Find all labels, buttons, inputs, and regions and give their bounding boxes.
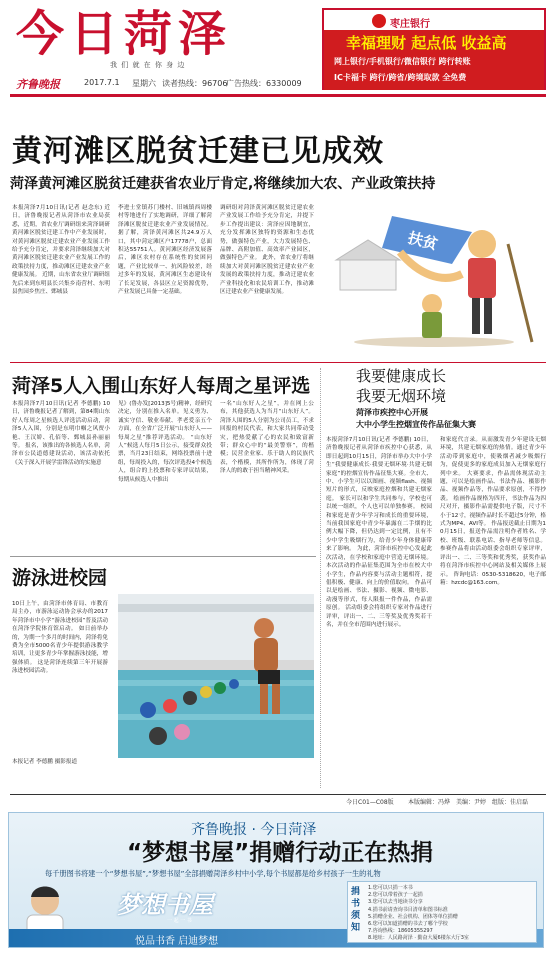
swimming-photo-svg bbox=[118, 594, 314, 758]
article2-title: 菏泽5人入围山东好人每周之星评选 bbox=[12, 375, 311, 397]
article3-title2: 我要无烟环境 bbox=[356, 387, 447, 405]
notice-item: 7.咨询热线：18605355297 bbox=[368, 928, 433, 935]
ad-hotline: 广告热线：6330009 bbox=[226, 79, 302, 88]
ad-headline bbox=[127, 839, 433, 867]
bank-ad bbox=[322, 8, 546, 90]
logo-caption: 悦品书香 启迪梦想 bbox=[135, 936, 219, 947]
article3-col1: 本报菏泽7月10日讯(记者 李德鹏) 10日，济鲁晚报记者从菏泽市疾控中心获悉，从即日起到10月15日，菏泽市举办大中小学生“我要健康成长·我要无烟环境·共建无烟家庭”的控烟宣传作品征集大赛。全市大、中、小学生可以以图画、视频flash、视频短片的形式，反映家庭控烟和共建无烟家庭。 家长可以和学生共同参与，学校也可以统一组织，个人也可以单独参赛。 校园和家庭是青少年学习和成长的重要环境，当前我国家庭中青少年暴露在二手烟的比例大幅下降，但仍达到一定比例，且有不少中学生吸烟行为，给青少年身体健康带来了影响。 为此，菏泽市疾控中心发起此次活动，在学校和家庭中营造无烟环境。 本次活动的作品征集范围为全市在校大中小学生，作品内容要与活动主题相符，提倡积极、健康、向上的价值取向。 作品可以是绘画、书法、摄影、视频、微电影、动漫等形式，每人限报一件作品，作品需原创。 活动组委会将组织专家对作品进行评审，评出一、二、三等奖及优秀奖若干名，并在全市范围内进行展示。 bbox=[326, 437, 432, 628]
masthead-title: 今日菏泽 bbox=[16, 6, 233, 62]
footer-layout: 组版：佳启磊 bbox=[492, 799, 529, 806]
article4-byline: 本报记者 李德鹏 摄影报道 bbox=[12, 759, 78, 765]
notice-item: 3.您可以去当地读书分享 bbox=[368, 899, 423, 906]
column-rule bbox=[320, 368, 321, 788]
ad-subline: 每千册图书将建一个“梦想书屋”,“梦想书屋”全部捐赠菏泽乡村中小学,每个书屋都是给乡村孩子一生的礼物 bbox=[45, 869, 381, 878]
dream-bookhouse-ad bbox=[8, 812, 544, 948]
poverty-illustration bbox=[322, 204, 546, 350]
footer-designer: 美编：尹婷 bbox=[456, 799, 487, 806]
footer-editor: 本版编辑：冯烨 bbox=[408, 799, 451, 806]
bank-slogan: 幸福理财 起点低 收益高 bbox=[346, 34, 507, 52]
paper-name: 齐鲁晚报 bbox=[16, 78, 60, 91]
notice-item: 1.您可以只捐一本书 bbox=[368, 885, 413, 891]
article3-title1: 我要健康成长 bbox=[356, 367, 447, 385]
article4-text: 10日上午，由菏泽市体育局、市教育局主办，市游泳运动协会承办的2017年菏泽市中小学“游泳进校园”普及活动在菏泽学院体育馆启动。 如日前举办的，为期一个多月的时间内，菏泽将免费为全市5000名青少年提供游泳教学培训，让更多青少年掌握游泳技能，增强体质。 这是菏泽连续第三年开展游泳进校园活动。 bbox=[12, 601, 108, 675]
swimming-photo bbox=[118, 594, 314, 758]
reader-hotline: 读者热线：96706 bbox=[162, 79, 228, 88]
bank-logo-icon bbox=[372, 14, 386, 28]
issue-weekday: 星期六 bbox=[132, 79, 156, 88]
article2-col2: 见》(鲁办发[2013]5号)精神，经研究决定，分别在推入名单。见义勇为、诚实守信、敬业奉献、孝老爱亲五个方面，在全省广泛开展“山东好人——每周之星”推荐评选活动。 “山东好人”候选人每月5日公示，接受群众投票，当月23日结束，网络投票前十进组，每周投入的，每次评选投4个候选人，组合的上投票和专家评议结果，每期从候选人中推出 bbox=[118, 401, 212, 483]
ad-headline-quoted: “梦想书屋” bbox=[127, 840, 250, 866]
notice-label: 捐书须知 bbox=[351, 887, 361, 933]
article1-col1: 本报菏泽7月10日讯(记者 赵念东) 近日，济鲁晚报记者从菏泽市农业局获悉，近期，省农业厅调研组来菏泽调研黄河滩区脱贫迁建工作中产业发展时，对黄河滩区脱贫迁建农业产业发展工作给予充分肯定，并要求菏泽继续加大对黄河滩区脱贫迁建农业产业发展工作的政策扶持力度，推动滩区迁建农业产业健康发展。 近期，山东省农业厅调研组先后来到东明县长兴集乡南营村、东明县焦园乡焦庄、鄄城县 bbox=[12, 205, 110, 296]
poverty-illustration-svg bbox=[322, 204, 546, 350]
article2-col1: 本报菏泽7月10日讯(记者 李德鹏) 10日，济鲁晚报记者了解到，第84期山东好人每周之星候选人评选活动启动，菏泽5人入围，分别是东明巾帼之风贾小艳、王汉娇、孔佰等、鄄城县孙丽丽等。 报名，该推出的各候选人名单，菏泽市公民道德建设活动，该活动依托《关于深入开展学雷锋活动的实施意 bbox=[12, 401, 110, 466]
main-headline: 黄河滩区脱贫迁建已见成效 bbox=[12, 134, 384, 169]
issue-date: 2017.7.1 bbox=[84, 78, 120, 87]
notice-item: 6.您可以知道捐赠的书去了哪个学校 bbox=[368, 921, 448, 928]
bank-name: 枣庄银行 bbox=[390, 19, 430, 30]
logo-script: 梦想书屋 bbox=[117, 890, 213, 919]
ad-headline-rest: 捐赠行动正在热捐 bbox=[249, 840, 434, 866]
article1-col2: 李进士堂镇苏门楼村、旧城镇西周楼村等地进行了实地调研，详细了解菏泽滩区脱贫迁建农业产业发展情况。 据了解，菏泽黄河滩区共24.9万人口，其中菏定滩区户17778户，总面积达55751人。黄河滩区经济发展落后，滩区农村存在系统性的贫困问题，产业比较单一、抗风险较差，经过多年的发展，黄河滩区生态建设有了长足发展，各县区立足资源优势，产业发展已具备一定基础。 bbox=[118, 205, 212, 296]
article3-subtitle1: 菏泽市疾控中心开展 bbox=[356, 408, 428, 417]
donation-notice bbox=[347, 881, 537, 943]
article1-col3: 调研组对菏泽黄河滩区脱贫迁建农业产业发展工作给予充分肯定，并提下步工作提出建议：菏泽应因地制宜，充分发挥滩区独特的资源和生态优势，做强特色产业，大力发展特色、品牌、高附加值、高效率产业园区，做强特色产业。 此外，省农业厅将继续加大对黄河滩区脱贫迁建农业产业发展的政策扶持力度，推动迁建农业产业科技化和农民培训工作，推动滩区迁建农业产业健康发展。 bbox=[220, 205, 314, 296]
masthead-slogan: 我 们 就 在 你 身 边 bbox=[110, 61, 186, 69]
article3-col2: 和家庭代言录。从而激发青少年建设无烟环境，共建无烟家庭的热情。通过青少年活动带到家庭中，使吸烟者减少吸烟行为，促使更多的家庭成员加入无烟家庭行列中来。 大赛要求，作品需体现活动主题，可以是绘画作品、书法作品、摄影作品、视频作品等，作品要求原创，不得抄袭。 绘画作品规格为四开，书法作品为四尺对开，摄影作品需提供电子版，尺寸不小于12寸，视频作品时长不超过5分钟，格式为MP4、AVI等。 作品报送截止日期为10月15日，报送作品需注明作者姓名、学校、班级、联系电话、指导老师等信息。参赛作品将由活动组委会组织专家评审，评出一、二、三等奖和优秀奖，获奖作品将在菏泽市疾控中心网站及相关媒体上展示。 咨询电话：0530-5318620，电子邮箱：hzcdc@163.com。 bbox=[440, 437, 546, 586]
bank-line2: IC卡福卡 跨行/跨省/跨境取款 全免费 bbox=[334, 73, 467, 82]
notice-item: 5.捐赠企业、社会机构、团体等单位捐赠 bbox=[368, 913, 458, 920]
notice-item: 4.捐书前请查询书目清单和图书标准 bbox=[368, 906, 448, 913]
footer-rule bbox=[10, 794, 546, 795]
notice-list bbox=[368, 885, 536, 943]
article2-col3: 一名“山东好人之星”，并在网上公布，其他获选人为当月“山东好人”。 菏泽人围的5人分别为公司员工，不求回报的村民代表，和大家共同带动受灾，把热爱献了心的农民和致富新带；群众心中的“最美警察”，的楷模；民营企业家、乐于助人的民族代表，个楷模，其所作所为，体现了菏泽人的的敢于担当精神风采。 bbox=[220, 401, 314, 475]
divider-2 bbox=[10, 556, 316, 557]
article3-subtitle2: 大中小学生控烟宣传作品征集大赛 bbox=[356, 420, 476, 429]
notice-item: 8.地址：人民路菏泽 · 勤奋大厦6楼东大厅3室 bbox=[368, 935, 469, 942]
logo-en: 一 起 一 书 bbox=[167, 918, 192, 924]
poverty-sign: 扶贫 bbox=[406, 228, 440, 254]
main-subheadline: 菏泽黄河滩区脱贫迁建获省农业厅肯定,将继续加大农、产业政策扶持 bbox=[10, 176, 436, 192]
ad-line1: 齐鲁晚报 · 今日菏泽 bbox=[191, 822, 317, 838]
bank-line1: 网上银行/手机银行/微信银行 跨行转账 bbox=[334, 57, 471, 66]
article4-title: 游泳进校园 bbox=[12, 567, 108, 589]
footer-pages: 今日C01—C08版 bbox=[346, 799, 394, 806]
masthead-rule bbox=[10, 94, 546, 97]
notice-item: 2.您可以带着孩子一起捐 bbox=[368, 892, 423, 899]
masthead bbox=[10, 6, 310, 90]
section-divider bbox=[10, 362, 546, 363]
